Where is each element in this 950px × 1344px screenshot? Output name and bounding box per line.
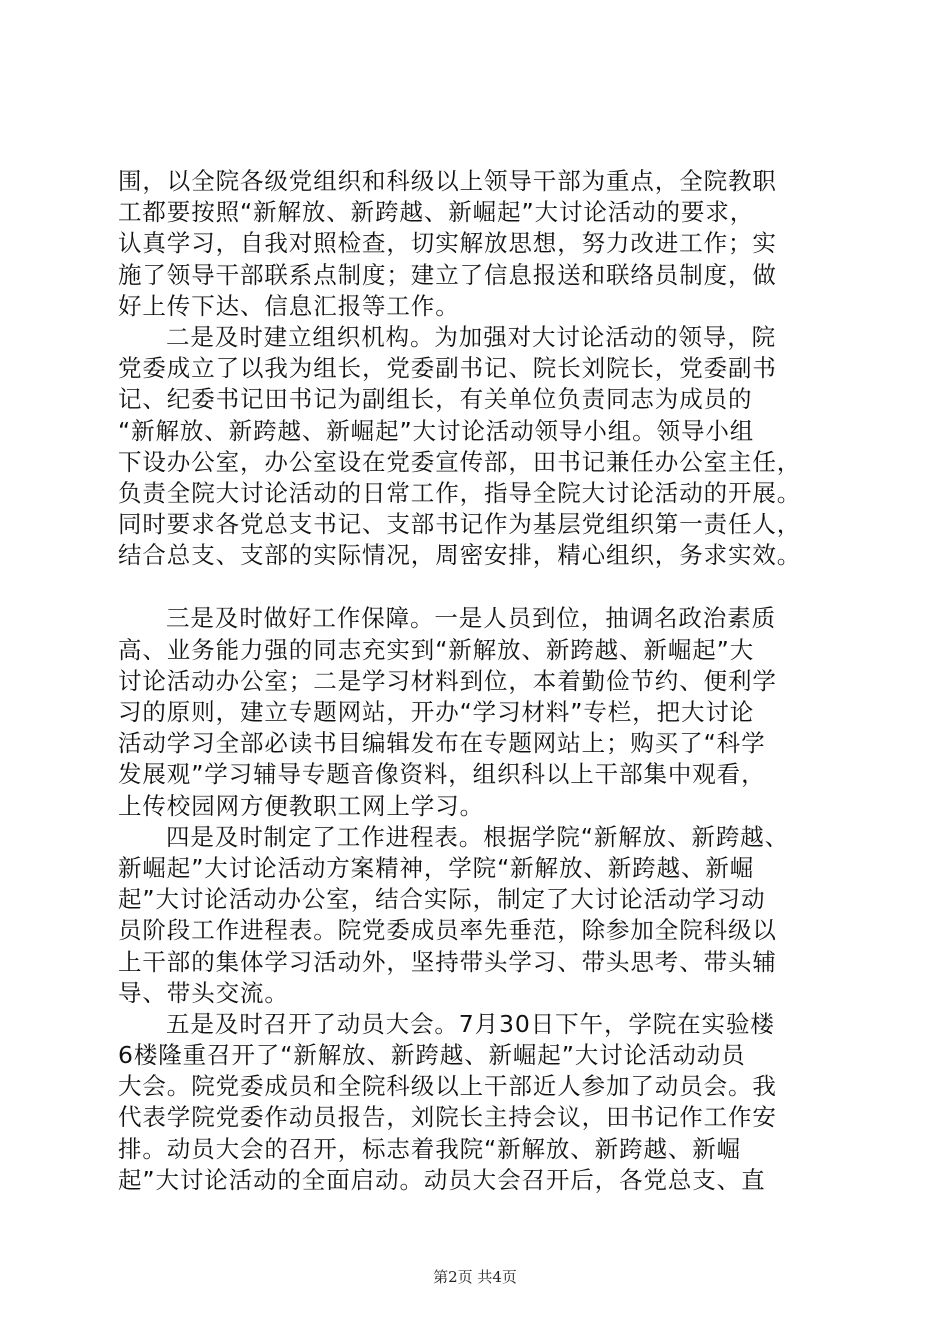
text-line: 上干部的集体学习活动外，坚持带头学习、带头思考、带头辅 [118,947,777,976]
text-line: 发展观”学习辅导专题音像资料，组织科以上干部集中观看， [118,760,766,789]
text-line: 6楼隆重召开了“新解放、新跨越、新崛起”大讨论活动动员 [118,1041,746,1070]
text-line: 五是及时召开了动员大会。7月30日下午，学院在实验楼 [166,1009,775,1038]
text-line: 排。动员大会的召开，标志着我院“新解放、新跨越、新崛 [118,1134,742,1163]
text-line: 讨论活动办公室；二是学习材料到位，本着勤俭节约、便利学 [118,666,777,695]
paragraph-4 [118,822,838,1009]
text-line: 导、带头交流。 [118,978,289,1007]
text-line: 大会。院党委成员和全院科级以上干部近人参加了动员会。我 [118,1072,777,1101]
text-line: 起”大讨论活动的全面启动。动员大会召开后，各党总支、直 [118,1165,766,1194]
text-line: 四是及时制定了工作进程表。根据学院“新解放、新跨越、 [166,822,790,851]
paragraph-2 [118,322,838,572]
text-line: 活动学习全部必读书目编辑发布在专题网站上；购买了“科学 [118,729,766,758]
page-number-footer: 第2页 共4页 [433,1268,517,1286]
text-line: 认真学习，自我对照检查，切实解放思想，努力改进工作；实 [118,229,777,258]
text-line: 习的原则，建立专题网站，开办“学习材料”专栏，把大讨论 [118,698,755,726]
document-body [118,166,838,1196]
text-line: 同时要求各党总支书记、支部书记作为基层党组织第一责任人， [118,510,802,539]
paragraph-5 [118,1009,838,1196]
text-line: 下设办公室，办公室设在党委宣传部，田书记兼任办公室主任， [118,447,802,476]
text-line: 结合总支、支部的实际情况，周密安排，精心组织，务求实效。 [118,541,802,570]
text-line: 新崛起”大讨论活动方案精神，学院“新解放、新跨越、新崛 [118,853,755,882]
text-line: 好上传下达、信息汇报等工作。 [118,291,460,320]
text-line: 代表学院党委作动员报告，刘院长主持会议，田书记作工作安 [118,1103,777,1132]
text-line: 二是及时建立组织机构。为加强对大讨论活动的领导，院 [166,322,776,351]
paragraph-3 [118,603,838,821]
text-line: 高、业务能力强的同志充实到“新解放、新跨越、新崛起”大 [118,635,755,664]
text-line: 上传校园网方便教职工网上学习。 [118,791,484,820]
paragraph-spacer [118,571,838,603]
text-line: 记、纪委书记田书记为副组长，有关单位负责同志为成员的 [118,385,753,414]
text-line: 施了领导干部联系点制度；建立了信息报送和联络员制度，做 [118,260,777,289]
text-line: 负责全院大讨论活动的日常工作，指导全院大讨论活动的开展。 [118,478,802,507]
text-line: 围，以全院各级党组织和科级以上领导干部为重点，全院教职 [118,167,777,195]
text-line: “新解放、新跨越、新崛起”大讨论活动领导小组。领导小组 [118,416,755,445]
paragraph-1 [118,166,838,322]
text-line: 员阶段工作进程表。院党委成员率先垂范，除参加全院科级以 [118,916,777,945]
text-line: 起”大讨论活动办公室，结合实际，制定了大讨论活动学习动 [118,885,766,914]
text-line: 工都要按照“新解放、新跨越、新崛起”大讨论活动的要求， [118,198,755,227]
text-line: 三是及时做好工作保障。一是人员到位，抽调名政治素质 [166,604,776,633]
text-line: 党委成立了以我为组长，党委副书记、院长刘院长，党委副书 [118,354,777,383]
